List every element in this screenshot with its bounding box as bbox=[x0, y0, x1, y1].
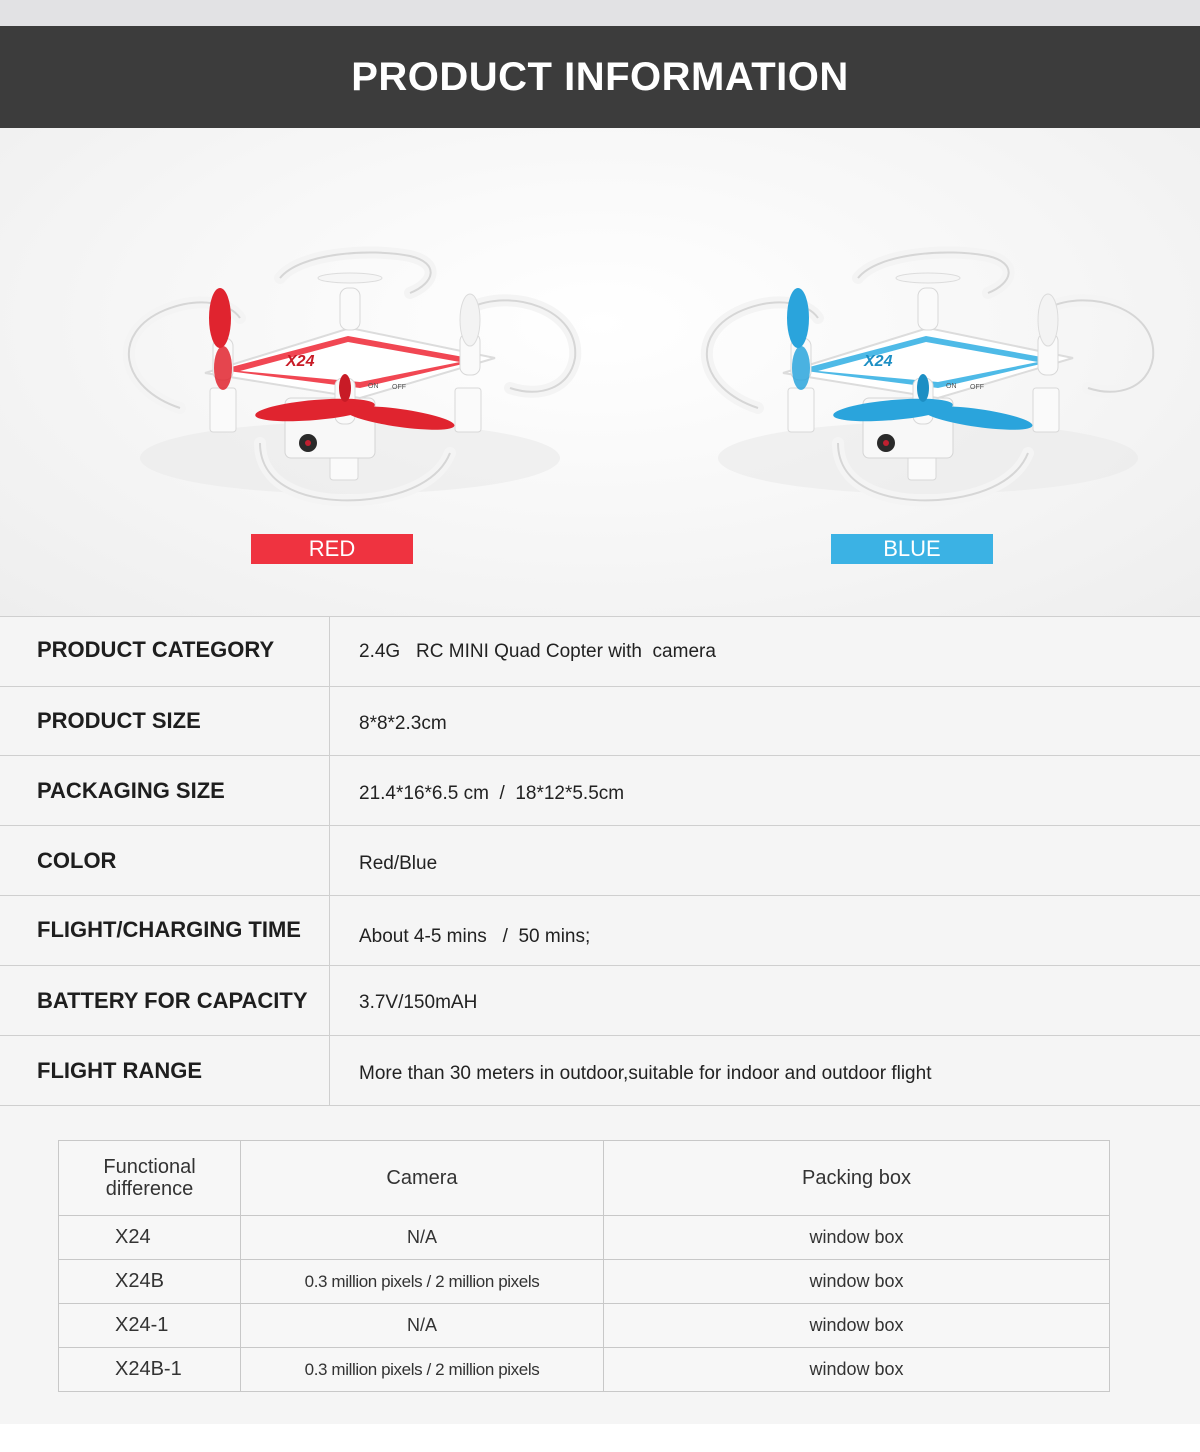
spec-label: FLIGHT RANGE bbox=[0, 1036, 330, 1105]
section-header bbox=[0, 26, 1200, 128]
spec-row-color bbox=[0, 826, 1200, 896]
header-functional-difference bbox=[59, 1141, 241, 1216]
spec-row-flight-charging-time bbox=[0, 896, 1200, 966]
box-cell: window box bbox=[604, 1304, 1110, 1348]
blue-color-label: BLUE bbox=[831, 534, 993, 564]
spec-label: PRODUCT SIZE bbox=[0, 687, 330, 755]
red-drone-off-label: OFF bbox=[392, 384, 406, 391]
blue-drone-off-label: OFF bbox=[970, 384, 984, 391]
spec-value: About 4-5 mins / 50 mins; bbox=[359, 925, 591, 947]
model-cell: X24B bbox=[59, 1260, 241, 1304]
camera-cell: 0.3 million pixels / 2 million pixels bbox=[241, 1348, 604, 1392]
model-cell: X24-1 bbox=[59, 1304, 241, 1348]
red-color-label: RED bbox=[251, 534, 413, 564]
spec-value: 8*8*2.3cm bbox=[359, 713, 447, 734]
red-drone-model-mark: X24 bbox=[286, 353, 315, 370]
header-line: Functional bbox=[103, 1156, 196, 1178]
blue-drone-image bbox=[688, 238, 1168, 538]
red-drone-on-label: ON bbox=[368, 383, 379, 390]
table-row bbox=[59, 1260, 1110, 1304]
spec-label: PACKAGING SIZE bbox=[0, 756, 330, 825]
camera-cell: 0.3 million pixels / 2 million pixels bbox=[241, 1260, 604, 1304]
spec-row-product-size bbox=[0, 687, 1200, 756]
spec-value: 3.7V/150mAH bbox=[359, 991, 478, 1013]
model-cell: X24B-1 bbox=[59, 1348, 241, 1392]
table-row bbox=[59, 1348, 1110, 1392]
red-drone-image bbox=[110, 238, 590, 538]
section-title: PRODUCT INFORMATION bbox=[351, 54, 849, 99]
box-cell: window box bbox=[604, 1260, 1110, 1304]
bottom-strip bbox=[0, 1424, 1200, 1452]
camera-cell: N/A bbox=[241, 1304, 604, 1348]
blue-drone-model-mark: X24 bbox=[864, 353, 893, 370]
spec-value: Red/Blue bbox=[359, 852, 438, 874]
spec-row-flight-range bbox=[0, 1036, 1200, 1106]
table-header-row bbox=[59, 1141, 1110, 1216]
spec-table bbox=[0, 616, 1200, 1106]
header-camera: Camera bbox=[241, 1141, 604, 1216]
top-strip bbox=[0, 0, 1200, 26]
table-row bbox=[59, 1304, 1110, 1348]
spec-value: 2.4G RC MINI Quad Copter with camera bbox=[359, 640, 716, 662]
table-row bbox=[59, 1216, 1110, 1260]
spec-row-category bbox=[0, 617, 1200, 687]
spec-label: FLIGHT/CHARGING TIME bbox=[0, 896, 330, 965]
spec-row-packaging-size bbox=[0, 756, 1200, 826]
spec-value: More than 30 meters in outdoor,suitable for indoor and outdoor flight bbox=[359, 1062, 932, 1084]
box-cell: window box bbox=[604, 1216, 1110, 1260]
camera-cell: N/A bbox=[241, 1216, 604, 1260]
spec-label: BATTERY FOR CAPACITY bbox=[0, 966, 330, 1035]
header-line: difference bbox=[105, 1178, 194, 1200]
spec-row-battery bbox=[0, 966, 1200, 1036]
product-photo bbox=[0, 128, 1200, 616]
model-cell: X24 bbox=[59, 1216, 241, 1260]
header-packing-box: Packing box bbox=[604, 1141, 1110, 1216]
blue-drone-on-label: ON bbox=[946, 383, 957, 390]
box-cell: window box bbox=[604, 1348, 1110, 1392]
spec-value: 21.4*16*6.5 cm / 18*12*5.5cm bbox=[359, 782, 625, 804]
spec-label: COLOR bbox=[0, 826, 330, 895]
spec-label: PRODUCT CATEGORY bbox=[0, 617, 330, 686]
functional-difference-table bbox=[58, 1140, 1110, 1392]
